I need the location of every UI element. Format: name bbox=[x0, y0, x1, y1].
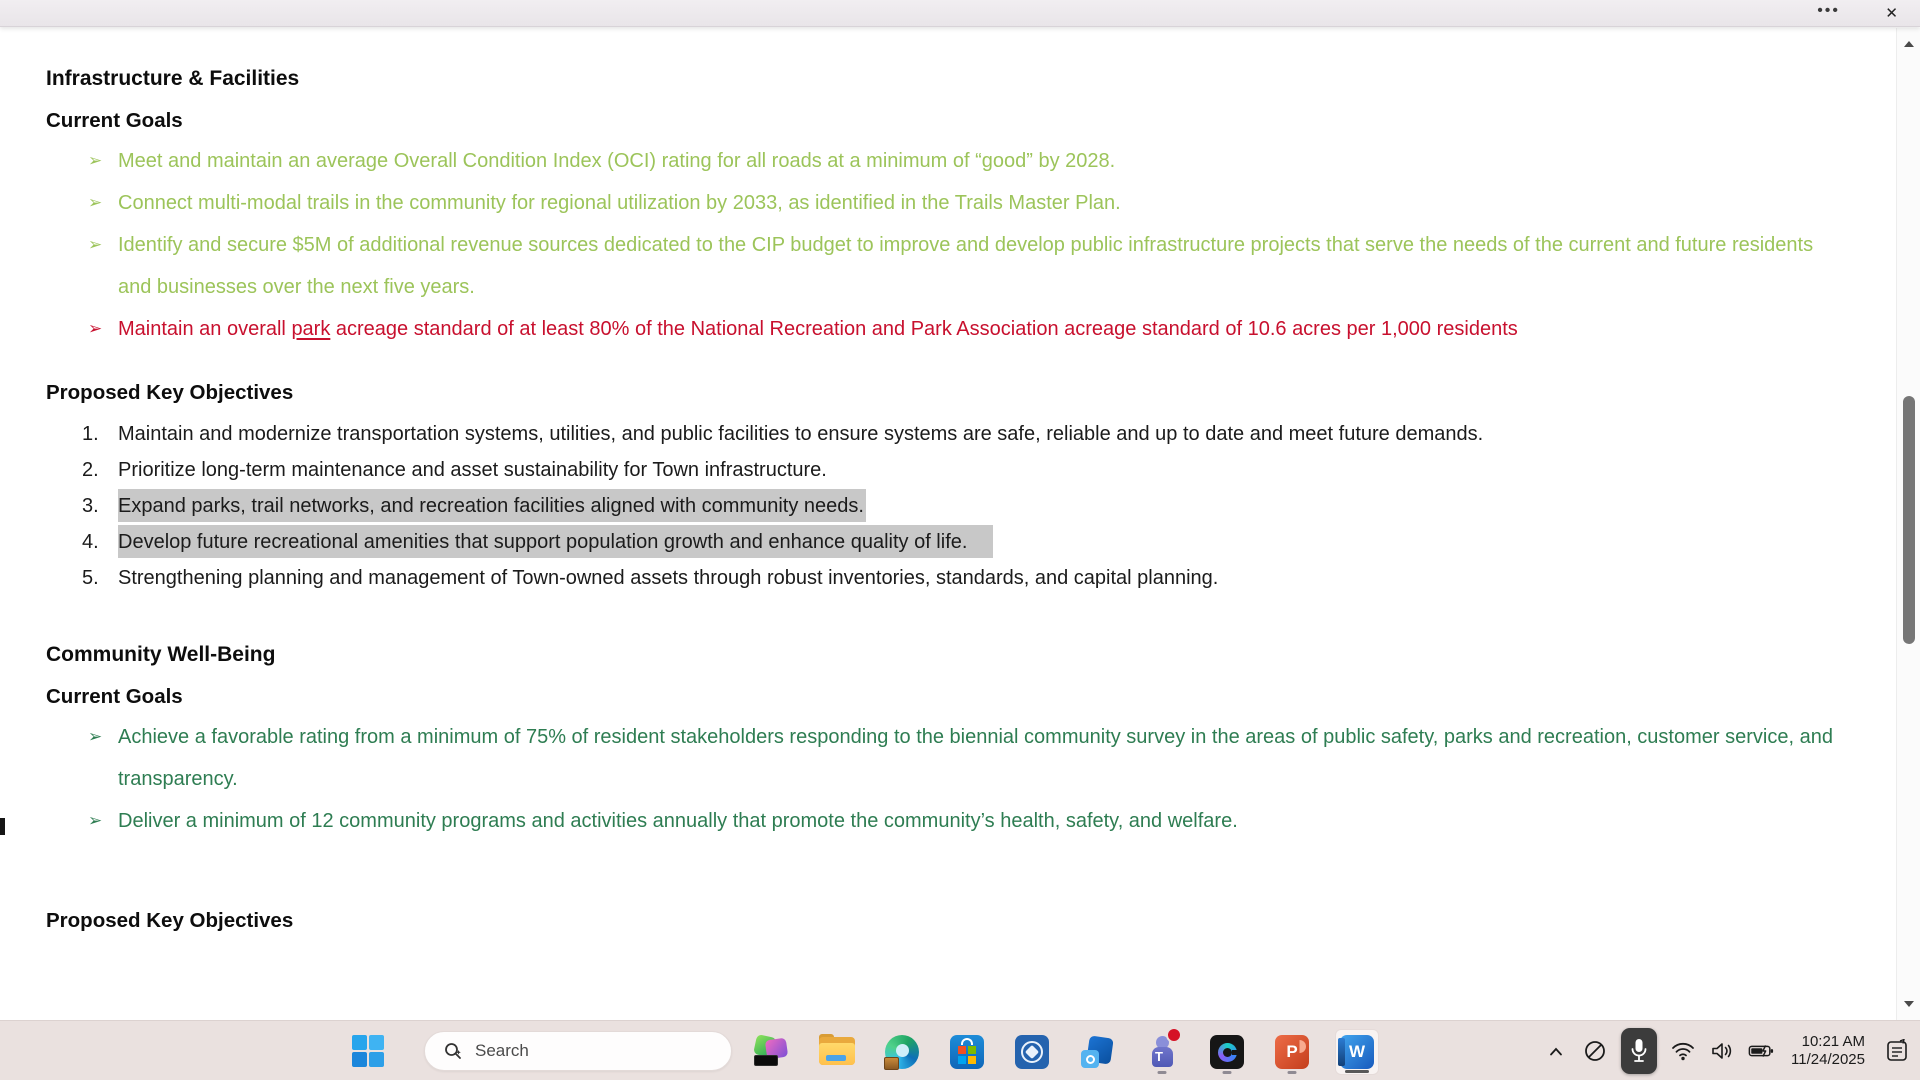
word-icon: W bbox=[1340, 1035, 1374, 1069]
objective-text: Maintain and modernize transportation systems, utilities, and public facilities to ensure systems are safe, reliable and up to date and meet future demands. bbox=[118, 423, 1484, 445]
goal-text: Meet and maintain an average Overall Condition Index (OCI) rating for all roads at a minimum of “good” by 2028. bbox=[118, 150, 1116, 172]
objective-item bbox=[46, 416, 1836, 452]
taskbar-app-teams[interactable] bbox=[1140, 1029, 1184, 1075]
tray-battery[interactable] bbox=[1748, 1036, 1774, 1066]
start-button[interactable] bbox=[352, 1035, 384, 1067]
goal-item-red bbox=[46, 308, 1836, 350]
goal-text: Connect multi-modal trails in the community for regional utilization by 2033, as identified in the Trails Master Plan. bbox=[118, 192, 1121, 214]
underlined-word: park bbox=[291, 318, 331, 340]
objective-item-selected bbox=[46, 524, 1836, 560]
current-goals-heading-1: Current Goals bbox=[46, 109, 183, 132]
search-placeholder: Search bbox=[475, 1041, 529, 1060]
proposed-key-objectives-heading-2: Proposed Key Objectives bbox=[46, 909, 294, 932]
arrow-bullet-icon: ➢ bbox=[88, 319, 103, 339]
taskbar-app-clipchamp[interactable] bbox=[1205, 1029, 1249, 1075]
search-icon bbox=[443, 1041, 463, 1061]
tray-do-not-disturb[interactable] bbox=[1582, 1036, 1608, 1066]
objective-item bbox=[46, 452, 1836, 488]
goal-text: Maintain an overall park acreage standard of at least 80% of the National Recreation and Park Association acreage standard of 10.6 acres per 1,000 residents bbox=[118, 318, 1518, 340]
teams-notification-badge bbox=[1166, 1027, 1182, 1043]
wifi-icon bbox=[1671, 1041, 1695, 1061]
goal-item bbox=[46, 224, 1836, 308]
tray-wifi[interactable] bbox=[1670, 1036, 1696, 1066]
left-edge-marker bbox=[0, 818, 5, 835]
taskbar-app-file-explorer[interactable] bbox=[815, 1029, 859, 1075]
community-goals-list bbox=[46, 716, 1836, 842]
file-explorer-icon bbox=[819, 1037, 855, 1067]
battery-charging-icon bbox=[1748, 1041, 1774, 1061]
goal-text: Achieve a favorable rating from a minimum of 75% of resident stakeholders responding to the biennial community survey in the areas of public safety, parks and recreation, customer service, and transparency. bbox=[118, 726, 1833, 790]
windows-logo-icon bbox=[352, 1035, 367, 1050]
vertical-scrollbar[interactable] bbox=[1896, 28, 1920, 1020]
objective-number: 3. bbox=[82, 495, 99, 517]
goal-text: Deliver a minimum of 12 community programs and activities annually that promote the community’s health, safety, and welfare. bbox=[118, 810, 1238, 832]
current-goals-heading-2: Current Goals bbox=[46, 685, 183, 708]
infrastructure-goals-list bbox=[46, 140, 1836, 350]
tray-date: 11/24/2025 bbox=[1791, 1051, 1865, 1068]
tray-microphone-button[interactable] bbox=[1621, 1028, 1657, 1074]
arrow-bullet-icon: ➢ bbox=[88, 193, 103, 213]
taskbar-app-icons bbox=[750, 1029, 1379, 1075]
goal-text: Identify and secure $5M of additional revenue sources dedicated to the CIP budget to improve and develop public infrastructure projects that serve the needs of the current and future residents and businesses over the next five years. bbox=[118, 234, 1814, 298]
teams-icon: T bbox=[1144, 1034, 1180, 1070]
taskbar-app-store[interactable] bbox=[945, 1029, 989, 1075]
objective-item bbox=[46, 560, 1836, 596]
taskbar-app-outlook[interactable] bbox=[1075, 1029, 1119, 1075]
microsoft-store-icon bbox=[950, 1035, 984, 1069]
arrow-bullet-icon: ➢ bbox=[88, 151, 103, 171]
active-app-indicator bbox=[1345, 1070, 1369, 1073]
taskbar-search-box[interactable] bbox=[424, 1031, 732, 1071]
taskbar-app-word-active[interactable] bbox=[1335, 1029, 1379, 1075]
tray-chevron-up[interactable] bbox=[1543, 1036, 1569, 1066]
tray-notification-center[interactable] bbox=[1884, 1036, 1910, 1066]
outlook-icon bbox=[1080, 1035, 1114, 1069]
objective-text-selected: Develop future recreational amenities that support population growth and enhance quality of life. bbox=[118, 525, 993, 558]
microphone-icon bbox=[1630, 1038, 1648, 1064]
powerpoint-icon: P bbox=[1275, 1035, 1309, 1069]
do-not-disturb-icon bbox=[1583, 1039, 1607, 1063]
objective-number: 2. bbox=[82, 459, 99, 481]
taskbar-app-plans[interactable] bbox=[750, 1029, 794, 1075]
taskbar bbox=[0, 1020, 1920, 1080]
arrow-bullet-icon: ➢ bbox=[88, 235, 103, 255]
section-heading-community: Community Well-Being bbox=[46, 643, 276, 666]
chevron-up-icon bbox=[1549, 1047, 1563, 1056]
running-indicator bbox=[1158, 1071, 1167, 1074]
objective-number: 5. bbox=[82, 567, 99, 589]
goal-item bbox=[46, 182, 1836, 224]
window-titlebar bbox=[0, 0, 1920, 27]
objective-number: 1. bbox=[82, 423, 99, 445]
plans-app-icon bbox=[754, 1034, 790, 1070]
goal-item bbox=[46, 800, 1836, 842]
tray-volume[interactable] bbox=[1709, 1036, 1735, 1066]
system-tray bbox=[1543, 1021, 1910, 1080]
objective-number: 4. bbox=[82, 531, 99, 553]
scrollbar-thumb[interactable] bbox=[1903, 396, 1915, 644]
running-indicator bbox=[1288, 1071, 1297, 1074]
clipchamp-icon bbox=[1210, 1035, 1244, 1069]
tray-clock[interactable] bbox=[1787, 1033, 1869, 1069]
taskbar-app-edge[interactable] bbox=[880, 1029, 924, 1075]
objective-text: Strengthening planning and management of Town-owned assets through robust inventories, standards, and capital planning. bbox=[118, 567, 1219, 589]
arrow-bullet-icon: ➢ bbox=[88, 811, 103, 831]
taskbar-app-powerpoint[interactable] bbox=[1270, 1029, 1314, 1075]
section-heading-infrastructure: Infrastructure & Facilities bbox=[46, 67, 300, 90]
objective-item-selected bbox=[46, 488, 1836, 524]
edge-browser-icon bbox=[885, 1035, 919, 1069]
goal-item bbox=[46, 716, 1836, 800]
tray-time: 10:21 AM bbox=[1801, 1033, 1865, 1050]
scroll-up-arrow-icon[interactable] bbox=[1897, 34, 1920, 54]
objective-text: Prioritize long-term maintenance and asset sustainability for Town infrastructure. bbox=[118, 459, 827, 481]
window-more-button[interactable]: ••• bbox=[1817, 2, 1840, 19]
window-close-button[interactable]: ✕ bbox=[1885, 5, 1898, 22]
running-indicator bbox=[1223, 1071, 1232, 1074]
scroll-down-arrow-icon[interactable] bbox=[1897, 994, 1920, 1014]
taskbar-app-town-seal[interactable] bbox=[1010, 1029, 1054, 1075]
proposed-key-objectives-heading-1: Proposed Key Objectives bbox=[46, 381, 294, 404]
document-content bbox=[0, 28, 1896, 936]
objective-text-selected: Expand parks, trail networks, and recreation facilities aligned with community needs. bbox=[118, 489, 866, 522]
arrow-bullet-icon: ➢ bbox=[88, 727, 103, 747]
volume-icon bbox=[1710, 1041, 1734, 1061]
goal-item bbox=[46, 140, 1836, 182]
document-page bbox=[0, 28, 1896, 1020]
town-seal-app-icon bbox=[1015, 1035, 1049, 1069]
notification-center-icon bbox=[1886, 1039, 1908, 1063]
infrastructure-objectives-list bbox=[46, 416, 1836, 596]
